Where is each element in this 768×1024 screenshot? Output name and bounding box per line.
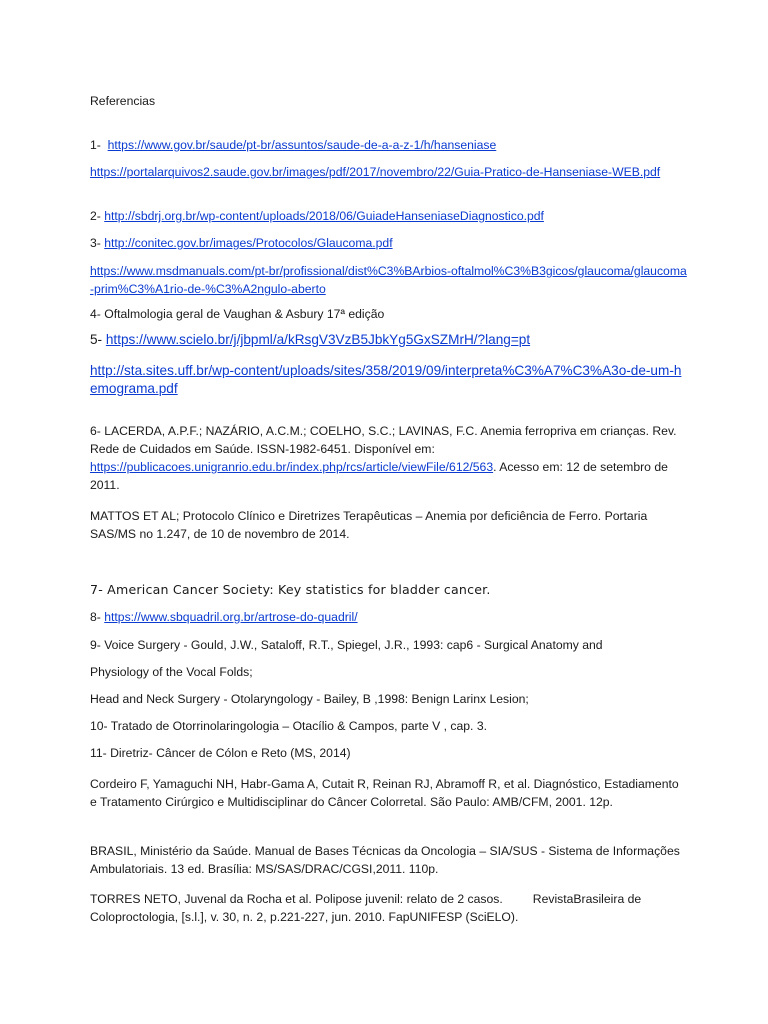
reference-11b: Cordeiro F, Yamaguchi NH, Habr-Gama A, Cutait R, Reinan RJ, Abramoff R, et al. Diagnóstico, Estadiamento e Tratamento Cirúrgico e Multidisciplinar do Câncer Colorretal. São Paulo: AMB/CFM, 2001. 12p. [90,777,679,809]
reference-link[interactable]: https://portalarquivos2.saude.gov.br/images/pdf/2017/novembro/22/Guia-Pratico-de-Hanseniase-WEB.pdf [90,165,661,179]
reference-9: 9- Voice Surgery - Gould, J.W., Sataloff, R.T., Spiegel, J.R., 1993: cap6 - Surgical Anatomy and [90,638,603,652]
reference-number: 2- [90,209,101,223]
reference-link[interactable]: http://sta.sites.uff.br/wp-content/uploads/sites/358/2019/09/interpreta%C3%A7%C3%A3o-de-um-hemograma.pdf [90,363,682,396]
reference-text: TORRES NETO, Juvenal da Rocha et al. Polipose juvenil: relato de 2 casos. [90,892,503,906]
reference-5b [90,362,688,398]
reference-link[interactable]: http://sbdrj.org.br/wp-content/uploads/2018/06/GuiadeHanseniaseDiagnostico.pdf [104,209,544,223]
reference-text-suffix: . Acesso em: 12 de setembro de 2011. [90,460,668,492]
reference-10: 10- Tratado de Otorrinolaringologia – Otacílio & Campos, parte V , cap. 3. [90,719,487,733]
reference-link[interactable]: https://www.msdmanuals.com/pt-br/profissional/dist%C3%BArbios-oftalmol%C3%B3gicos/glaucoma/glaucoma-prim%C3%A1rio-de-%C3%A2ngulo-aberto [90,264,687,296]
reference-number: 8- [90,610,101,624]
reference-number: 3- [90,236,101,250]
reference-11c: BRASIL, Ministério da Saúde. Manual de Bases Técnicas da Oncologia – SIA/SUS - Sistema de Informações Ambulatoriais. 13 ed. Brasília: MS/SAS/DRAC/CGSI,2011. 110p. [90,844,680,876]
references-heading: Referencias [90,94,156,108]
reference-text-continued: RevistaBrasileira de Coloproctologia, [s.l.], v. 30, n. 2, p.221-227, jun. 2010. FapUNIFESP (SciELO). [90,892,642,924]
reference-link[interactable]: https://www.gov.br/saude/pt-br/assuntos/saude-de-a-a-z-1/h/hanseniase [107,138,497,152]
reference-6b: MATTOS ET AL; Protocolo Clínico e Diretrizes Terapêuticas – Anemia por deficiência de Ferro. Portaria SAS/MS no 1.247, de 10 de novembro de 2014. [90,509,648,541]
reference-1b [90,163,688,181]
reference-7: 7- American Cancer Society: Key statistics for bladder cancer. [90,582,491,597]
reference-5 [90,331,688,349]
reference-9c: Head and Neck Surgery - Otolaryngology - Bailey, B ,1998: Benign Larinx Lesion; [90,692,529,706]
reference-3b [90,262,688,298]
reference-1 [90,136,688,154]
reference-text: 6- LACERDA, A.P.F.; NAZÁRIO, A.C.M.; COELHO, S.C.; LAVINAS, F.C. Anemia ferropriva em crianças. Rev. Rede de Cuidados em Saúde. ISSN-1982-6451. Disponível em: [90,424,677,456]
reference-2 [90,207,688,225]
reference-6 [90,422,688,494]
reference-number: 1- [90,138,101,152]
reference-3 [90,234,688,252]
reference-number: 5- [90,332,103,347]
reference-link[interactable]: https://publicacoes.unigranrio.edu.br/index.php/rcs/article/viewFile/612/563 [90,460,494,474]
reference-9b: Physiology of the Vocal Folds; [90,665,253,679]
reference-link[interactable]: https://www.sbquadril.org.br/artrose-do-quadril/ [104,610,358,624]
reference-11: 11- Diretriz- Câncer de Cólon e Reto (MS, 2014) [90,746,351,760]
reference-link[interactable]: https://www.scielo.br/j/jbpml/a/kRsgV3VzB5JbkYg5GxSZMrH/?lang=pt [105,332,531,347]
reference-11d [90,890,688,926]
reference-link[interactable]: http://conitec.gov.br/images/Protocolos/Glaucoma.pdf [104,236,393,250]
reference-8 [90,608,688,626]
reference-4: 4- Oftalmologia geral de Vaughan & Asbury 17ª edição [90,307,385,321]
